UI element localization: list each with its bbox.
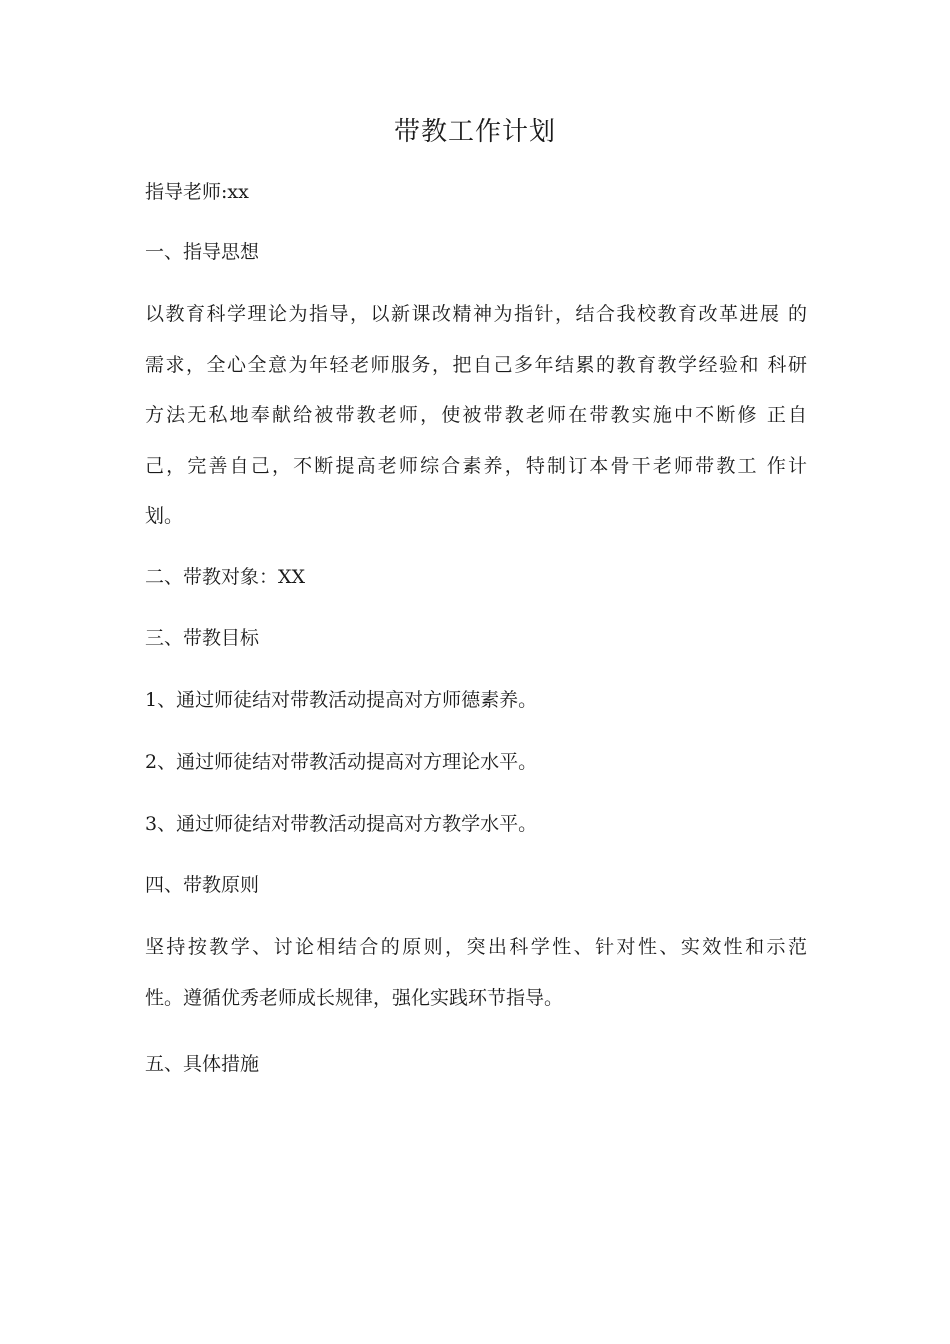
paragraph-line: 坚持按教学、讨论相结合的原则，突出科学性、针对性、实效性和示范 [145, 936, 807, 958]
paragraph-line: 划。 [145, 505, 184, 527]
document-title: 带教工作计划 [393, 117, 556, 147]
paragraph-line: 需求，全心全意为年轻老师服务，把自己多年结累的教育教学经验和 科研 [145, 353, 807, 376]
principles-paragraph [145, 922, 807, 1023]
section-heading-guiding-ideology: 一、指导思想 [145, 241, 260, 263]
paragraph-line: 方法无私地奉献给被带教老师，使被带教老师在带教实施中不断修 正自 [145, 404, 807, 426]
goal-item: 1、通过师徒结对带教活动提高对方师德素养。 [145, 689, 538, 711]
guiding-ideology-paragraph [145, 289, 807, 542]
section-heading-goals: 三、带教目标 [145, 627, 260, 649]
goal-item: 2、通过师徒结对带教活动提高对方理论水平。 [145, 751, 538, 773]
paragraph-line: 以教育科学理论为指导，以新课改精神为指针，结合我校教育改革进展 的 [145, 303, 807, 325]
paragraph-line: 性。遵循优秀老师成长规律，强化实践环节指导。 [145, 986, 564, 1009]
section-heading-mentee: 二、带教对象：XX [145, 566, 306, 588]
goal-item: 3、通过师徒结对带教活动提高对方教学水平。 [145, 813, 538, 835]
section-heading-measures: 五、具体措施 [145, 1053, 260, 1075]
mentor-line: 指导老师:xx [145, 181, 249, 203]
section-heading-principles: 四、带教原则 [145, 874, 260, 896]
paragraph-line: 己，完善自己，不断提高老师综合素养，特制订本骨干老师带教工 作计 [145, 454, 807, 477]
